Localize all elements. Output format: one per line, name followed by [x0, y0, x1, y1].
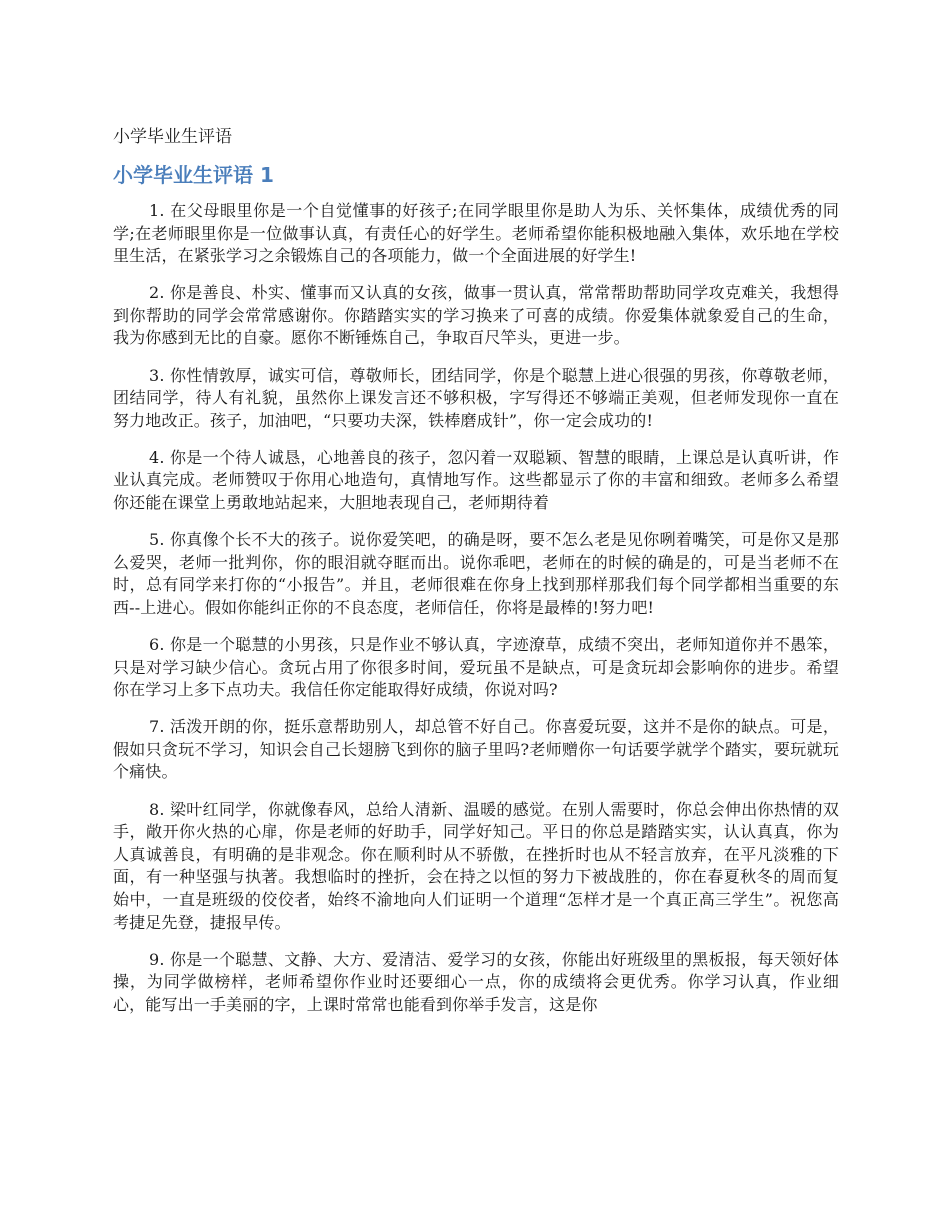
- section-heading: 小学毕业生评语 1: [113, 163, 274, 187]
- paragraph-4: 4. 你是一个待人诚恳，心地善良的孩子，忽闪着一双聪颖、智慧的眼睛，上课总是认真听讲，作业认真完成。老师赞叹于你用心地造句，真情地写作。这些都显示了你的丰富和细致。老师多么希望你还能在课堂上勇敢地站起来，大胆地表现自己，老师期待着: [113, 447, 839, 513]
- paragraph-9: 9. 你是一个聪慧、文静、大方、爱清洁、爱学习的女孩，你能出好班级里的黑板报，每天领好体操，为同学做榜样，老师希望你作业时还要细心一点，你的成绩将会更优秀。你学习认真，作业细心，能写出一手美丽的字，上课时常常也能看到你举手发言，这是你: [113, 949, 839, 1014]
- paragraph-list: [113, 200, 839, 1016]
- paragraph-5: 5. 你真像个长不大的孩子。说你爱笑吧，的确是呀，要不怎么老是见你咧着嘴笑，可是你又是那么爱哭，老师一批判你，你的眼泪就夺眶而出。说你乖吧，老师在的时候的确是的，可是当老师不在时，总有同学来打你的“小报告”。并且，老师很难在你身上找到那样那我们每个同学都相当重要的东西--上进心。假如你能纠正你的不良态度，老师信任，你将是最棒的!努力吧!: [113, 530, 839, 617]
- paragraph-3: 3. 你性情敦厚，诚实可信，尊敬师长，团结同学，你是个聪慧上进心很强的男孩，你尊敬老师，团结同学，待人有礼貌，虽然你上课发言还不够积极，字写得还不够端正美观，但老师发现你一直在努力地改正。孩子，加油吧，“只要功夫深，铁棒磨成针”，你一定会成功的!: [113, 365, 839, 430]
- document-page: [113, 124, 839, 1031]
- paragraph-6: 6. 你是一个聪慧的小男孩，只是作业不够认真，字迹潦草，成绩不突出，老师知道你并不愚笨，只是对学习缺少信心。贪玩占用了你很多时间，爱玩虽不是缺点，可是贪玩却会影响你的进步。希望你在学习上多下点功夫。我信任你定能取得好成绩，你说对吗?: [113, 635, 839, 700]
- paragraph-2: 2. 你是善良、朴实、懂事而又认真的女孩，做事一贯认真，常常帮助帮助同学攻克难关，我想得到你帮助的同学会常常感谢你。你踏踏实实的学习换来了可喜的成绩。你爱集体就象爱自己的生命，我为你感到无比的自豪。愿你不断锤炼自己，争取百尺竿头，更进一步。: [113, 283, 839, 348]
- paragraph-7: 7. 活泼开朗的你，挺乐意帮助别人，却总管不好自己。你喜爱玩耍，这并不是你的缺点。可是，假如只贪玩不学习，知识会自己长翅膀飞到你的脑子里吗?老师赠你一句话要学就学个踏实，要玩就玩个痛快。: [113, 717, 839, 782]
- paragraph-8: 8. 梁叶红同学，你就像春风，总给人清新、温暖的感觉。在别人需要时，你总会伸出你热情的双手，敞开你火热的心扉，你是老师的好助手，同学好知己。平日的你总是踏踏实实，认认真真，你为人真诚善良，有明确的是非观念。你在顺利时从不骄傲，在挫折时也从不轻言放弃，在平凡淡雅的下面，有一种坚强与执著。我想临时的挫折，会在持之以恒的努力下被战胜的，你在春夏秋冬的周而复始中，一直是班级的佼佼者，始终不渝地向人们证明一个道理“怎样才是一个真正高三学生”。祝您高考捷足先登，捷报早传。: [113, 799, 839, 932]
- document-title: 小学毕业生评语: [113, 127, 232, 147]
- paragraph-1: 1. 在父母眼里你是一个自觉懂事的好孩子;在同学眼里你是助人为乐、关怀集体，成绩优秀的同学;在老师眼里你是一位做事认真，有责任心的好学生。老师希望你能积极地融入集体，欢乐地在学校里生活，在紧张学习之余锻炼自己的各项能力，做一个全面进展的好学生!: [113, 201, 839, 266]
